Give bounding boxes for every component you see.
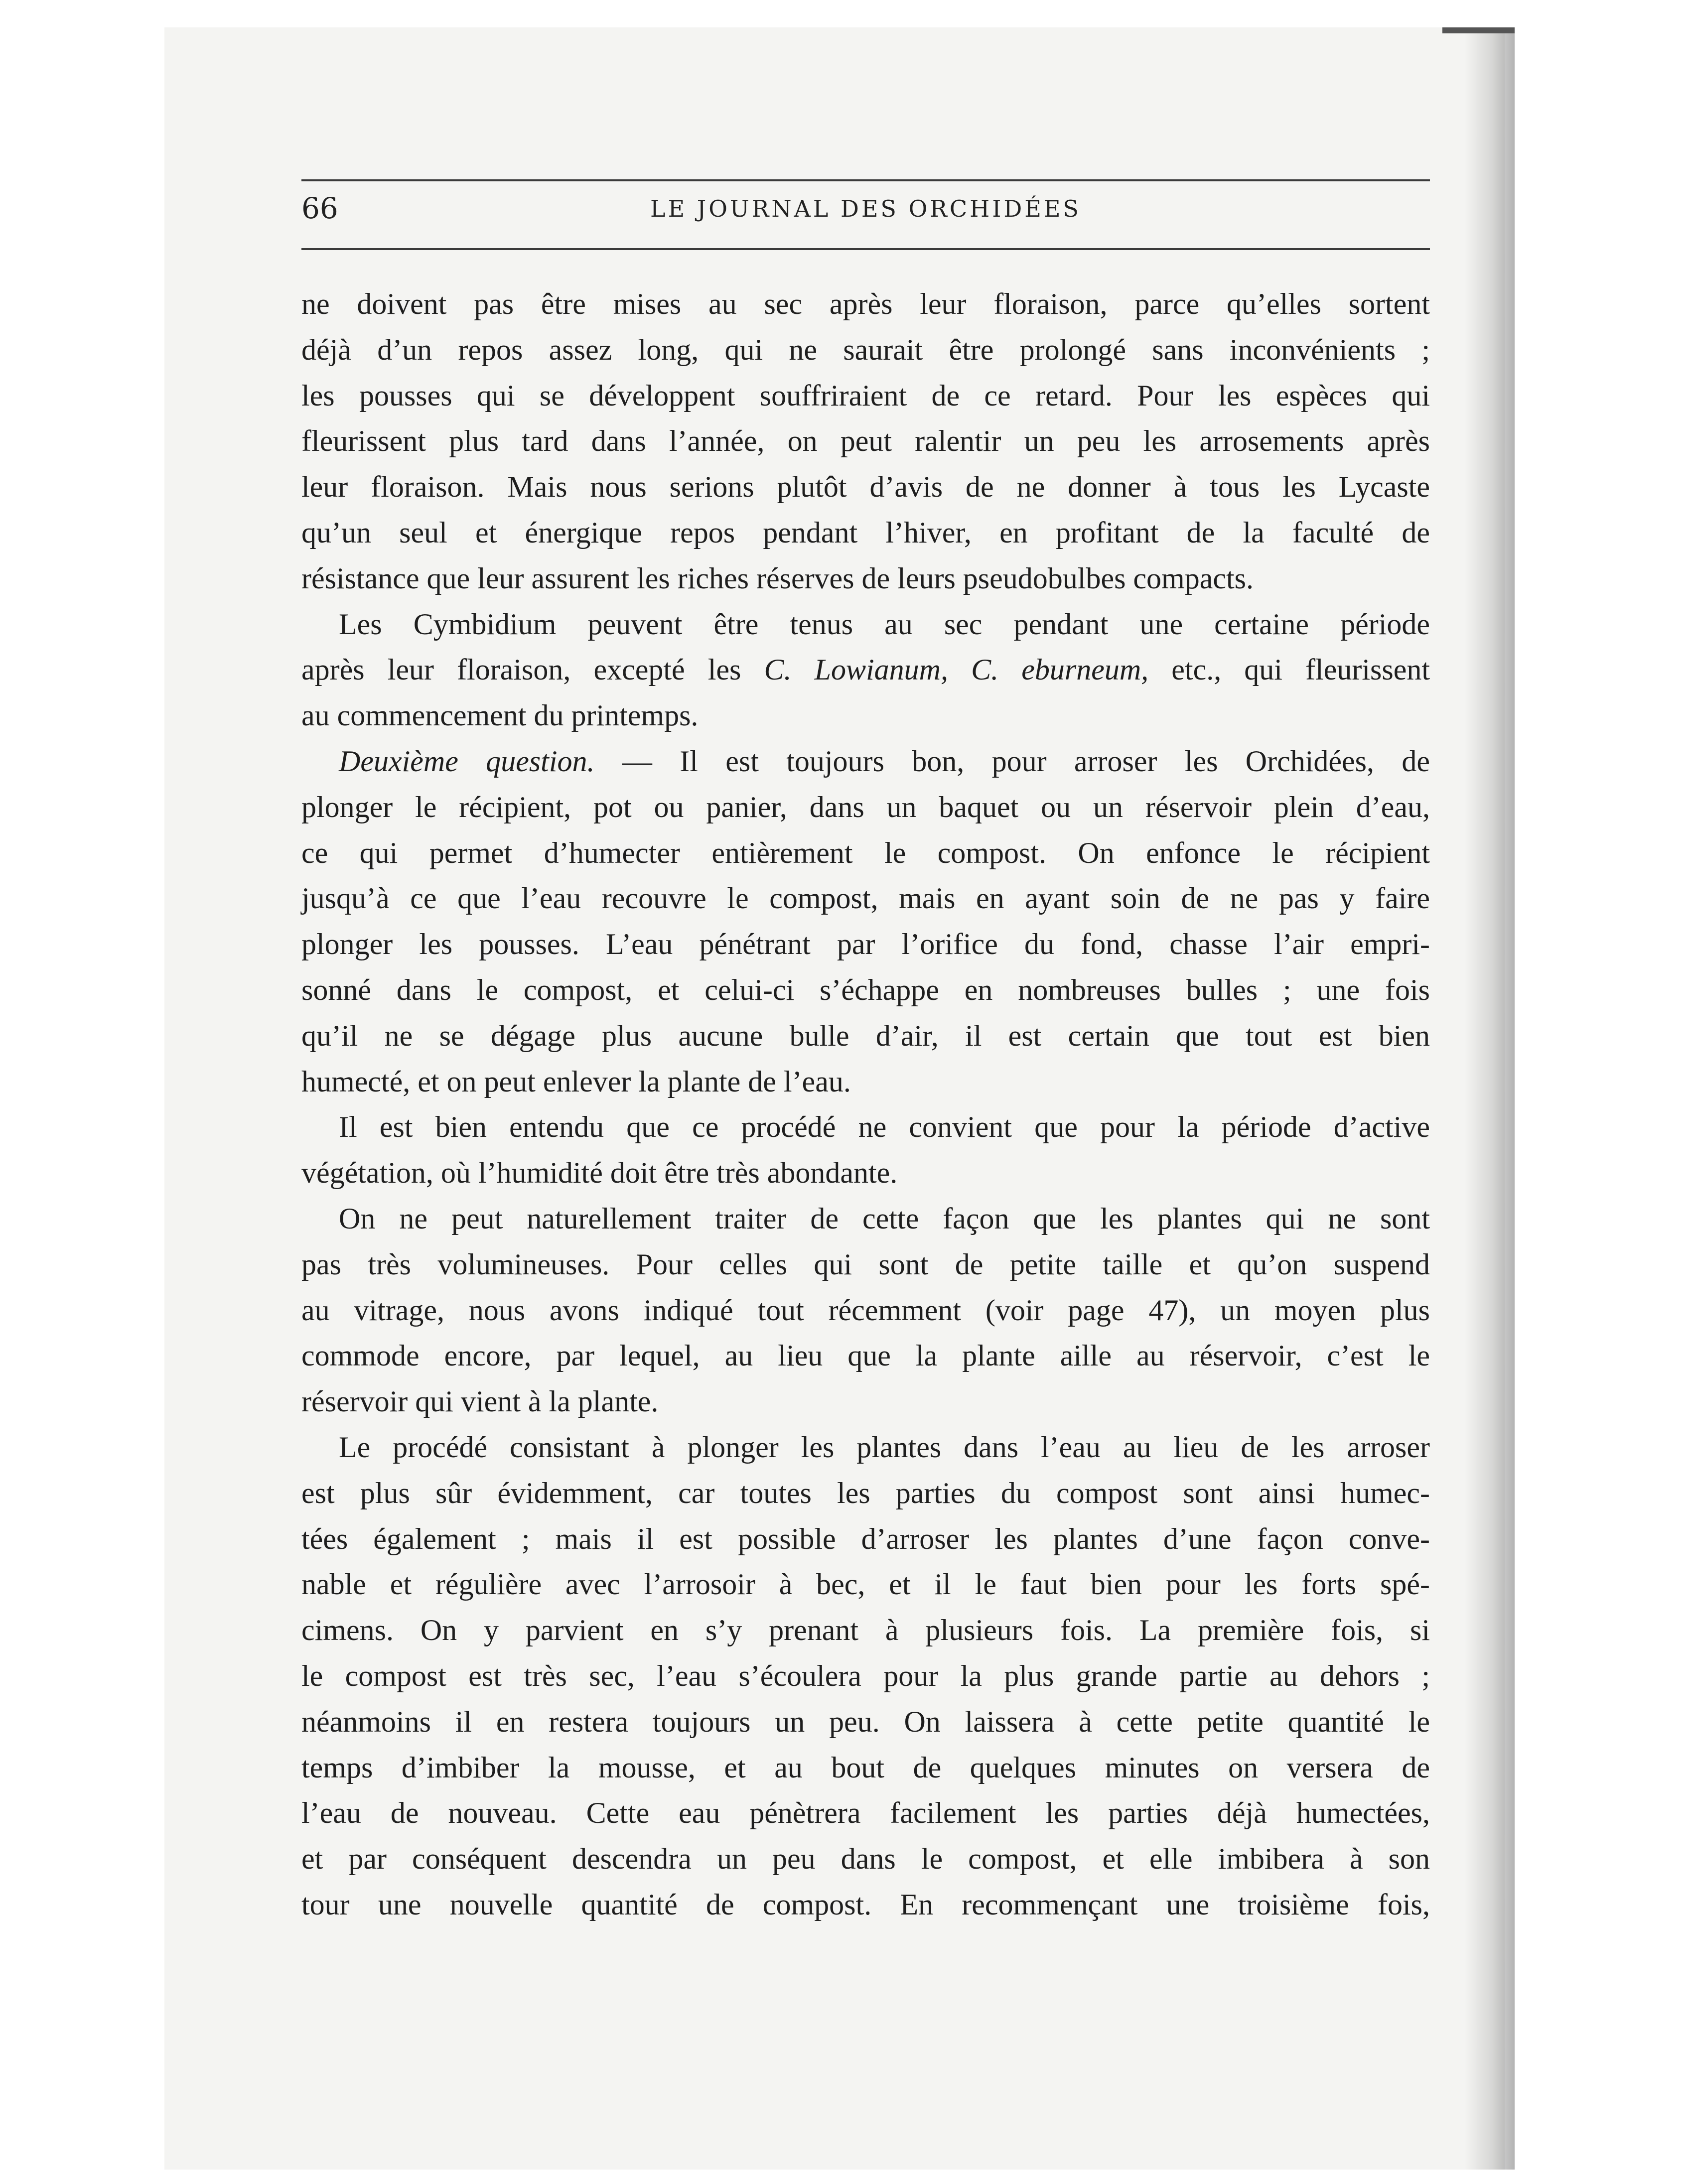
text-run: temps d’imbiber la mousse, et au bout de quelques minutes on versera de bbox=[301, 1751, 1430, 1784]
text-run: tour une nouvelle quantité de compost. En recommençant une troisième fois, bbox=[301, 1888, 1430, 1921]
text-line bbox=[301, 785, 1430, 830]
text-run: nable et régulière avec l’arrosoir à bec, et il le faut bien pour les forts spé- bbox=[301, 1568, 1430, 1601]
text-run: ne doivent pas être mises au sec après leur floraison, parce qu’elles sortent bbox=[301, 287, 1430, 320]
text-line bbox=[301, 556, 1430, 602]
text-run: humecté, et on peut enlever la plante de l’eau. bbox=[301, 1065, 851, 1098]
text-line bbox=[301, 373, 1430, 419]
text-run: au vitrage, nous avons indiqué tout récemment (voir page 47), un moyen plus bbox=[301, 1293, 1430, 1327]
text-line bbox=[301, 1608, 1430, 1653]
text-run: jusqu’à ce que l’eau recouvre le compost, mais en ayant soin de ne pas y faire bbox=[301, 882, 1430, 915]
binding-shadow bbox=[1465, 27, 1515, 2170]
text-run: ce qui permet d’humecter entièrement le compost. On enfonce le récipient bbox=[301, 836, 1430, 869]
journal-title: LE JOURNAL DES ORCHIDÉES bbox=[650, 195, 1081, 222]
text-line bbox=[301, 1059, 1430, 1105]
text-run: Les Cymbidium peuvent être tenus au sec pendant une certaine période bbox=[339, 607, 1430, 641]
text-line bbox=[301, 1013, 1430, 1059]
text-run: après leur floraison, excepté les bbox=[301, 653, 764, 686]
text-run: fleurissent plus tard dans l’année, on peut ralentir un peu les arrosements après bbox=[301, 424, 1430, 458]
text-line bbox=[301, 1150, 1430, 1196]
text-line bbox=[301, 602, 1430, 648]
text-line bbox=[301, 1836, 1430, 1882]
text-run: pas très volumineuses. Pour celles qui sont de petite taille et qu’on suspend bbox=[301, 1247, 1430, 1281]
text-run: — Il est toujours bon, pour arroser les Orchidées, de bbox=[594, 744, 1430, 778]
text-line bbox=[301, 1196, 1430, 1242]
text-run: déjà d’un repos assez long, qui ne saurait être prolongé sans inconvénients ; bbox=[301, 333, 1430, 366]
text-line bbox=[301, 1288, 1430, 1334]
text-line bbox=[301, 281, 1430, 327]
italic-text: Deuxième question. bbox=[339, 744, 595, 778]
text-run: l’eau de nouveau. Cette eau pénètrera facilement les parties déjà humectées, bbox=[301, 1796, 1430, 1830]
text-line bbox=[301, 739, 1430, 785]
text-run: réservoir qui vient à la plante. bbox=[301, 1385, 659, 1418]
text-line bbox=[301, 418, 1430, 464]
text-run: le compost est très sec, l’eau s’écoulera pour la plus grande partie au dehors ; bbox=[301, 1659, 1430, 1692]
text-run: et par conséquent descendra un peu dans le compost, et elle imbibera à son bbox=[301, 1842, 1430, 1876]
text-line bbox=[301, 1653, 1430, 1699]
text-run: qu’il ne se dégage plus aucune bulle d’air, il est certain que tout est bien bbox=[301, 1019, 1430, 1052]
text-run: Il est bien entendu que ce procédé ne convient que pour la période d’active bbox=[339, 1110, 1430, 1144]
text-line bbox=[301, 693, 1430, 739]
page-number: 66 bbox=[301, 191, 338, 225]
article-body bbox=[301, 281, 1430, 1928]
header-rule-top bbox=[301, 179, 1430, 181]
text-run: qu’un seul et énergique repos pendant l’hiver, en profitant de la faculté de bbox=[301, 516, 1430, 549]
text-run: est plus sûr évidemment, car toutes les parties du compost sont ainsi humec- bbox=[301, 1476, 1430, 1509]
page-edge-mark bbox=[1442, 27, 1515, 33]
text-run: Le procédé consistant à plonger les plantes dans l’eau au lieu de les arroser bbox=[339, 1430, 1430, 1464]
text-line bbox=[301, 876, 1430, 922]
text-run: néanmoins il en restera toujours un peu. On laissera à cette petite quantité le bbox=[301, 1705, 1430, 1738]
text-line bbox=[301, 1333, 1430, 1379]
text-line bbox=[301, 1562, 1430, 1608]
text-line bbox=[301, 967, 1430, 1013]
text-line bbox=[301, 1471, 1430, 1516]
text-run: résistance que leur assurent les riches réserves de leurs pseudobulbes compacts. bbox=[301, 561, 1254, 595]
text-line bbox=[301, 1379, 1430, 1425]
text-line bbox=[301, 1699, 1430, 1745]
running-header bbox=[301, 189, 1430, 239]
text-line bbox=[301, 1516, 1430, 1562]
text-line bbox=[301, 510, 1430, 556]
text-line bbox=[301, 922, 1430, 967]
text-run: tées également ; mais il est possible d’arroser les plantes d’une façon conve- bbox=[301, 1522, 1430, 1555]
text-line bbox=[301, 830, 1430, 876]
text-line bbox=[301, 464, 1430, 510]
text-run: au commencement du printemps. bbox=[301, 699, 699, 732]
text-line bbox=[301, 647, 1430, 693]
text-line bbox=[301, 1790, 1430, 1836]
text-run: commode encore, par lequel, au lieu que la plante aille au réservoir, c’est le bbox=[301, 1339, 1430, 1372]
text-run: etc., qui fleurissent bbox=[1148, 653, 1430, 686]
text-run: plonger les pousses. L’eau pénétrant par l’orifice du fond, chasse l’air empri- bbox=[301, 928, 1430, 961]
text-line bbox=[301, 1425, 1430, 1471]
text-line bbox=[301, 1882, 1430, 1928]
text-run: les pousses qui se développent souffriraient de ce retard. Pour les espèces qui bbox=[301, 379, 1430, 412]
header-rule-bottom bbox=[301, 248, 1430, 250]
text-line bbox=[301, 1104, 1430, 1150]
text-run: plonger le récipient, pot ou panier, dans un baquet ou un réservoir plein d’eau, bbox=[301, 790, 1430, 823]
text-line bbox=[301, 1242, 1430, 1288]
text-run: cimens. On y parvient en s’y prenant à plusieurs fois. La première fois, si bbox=[301, 1614, 1430, 1647]
text-run: végétation, où l’humidité doit être très abondante. bbox=[301, 1156, 898, 1190]
text-line bbox=[301, 327, 1430, 373]
text-line bbox=[301, 1745, 1430, 1791]
italic-text: C. Lowianum, C. eburneum, bbox=[764, 653, 1149, 686]
text-run: On ne peut naturellement traiter de cette façon que les plantes qui ne sont bbox=[339, 1202, 1430, 1235]
text-run: sonné dans le compost, et celui-ci s’échappe en nombreuses bulles ; une fois bbox=[301, 973, 1430, 1006]
text-run: leur floraison. Mais nous serions plutôt d’avis de ne donner à tous les Lycaste bbox=[301, 470, 1430, 504]
